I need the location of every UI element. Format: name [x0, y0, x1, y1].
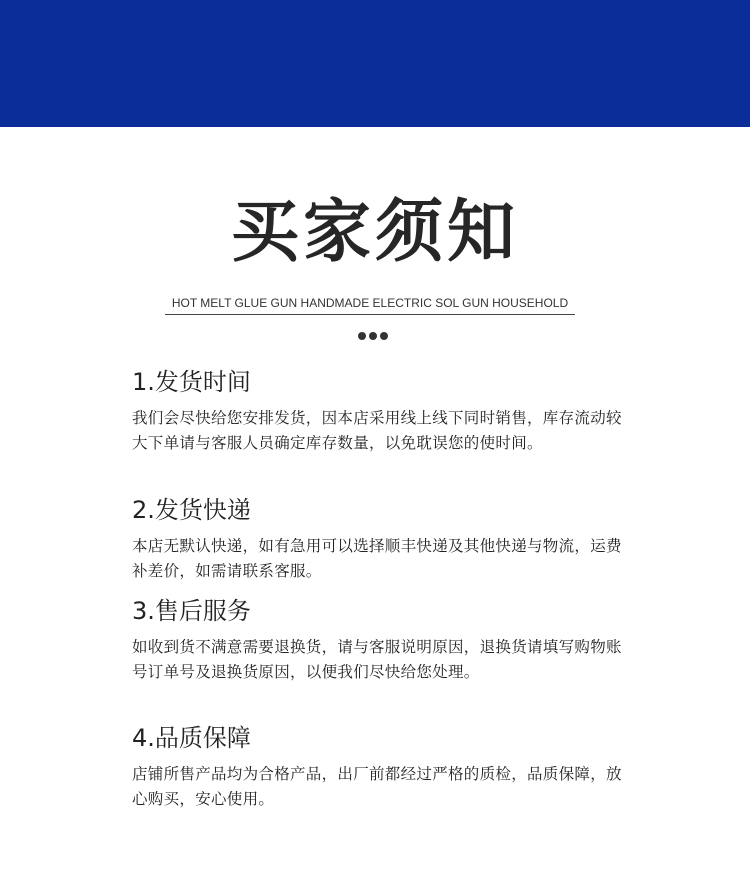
- dot-icon: [380, 332, 388, 340]
- top-banner: [0, 0, 750, 127]
- dot-icon: [358, 332, 366, 340]
- section-body: 如收到货不满意需要退换货，请与客服说明原因，退换货请填写购物账号订单号及退换货原因，以便我们尽快给您处理。: [132, 638, 622, 681]
- section-body: 本店无默认快递，如有急用可以选择顺丰快递及其他快递与物流，运费补差价，如需请联系客服。: [132, 537, 622, 580]
- dots-divider: [358, 332, 388, 340]
- section-shipping-time: [132, 366, 632, 456]
- section-heading: 1.发货时间: [132, 368, 251, 396]
- dot-icon: [369, 332, 377, 340]
- section-heading: 2.发货快递: [132, 496, 251, 524]
- subtitle: HOT MELT GLUE GUN HANDMADE ELECTRIC SOL GUN HOUSEHOLD: [165, 295, 575, 315]
- section-body: 店铺所售产品均为合格产品，出厂前都经过严格的质检，品质保障，放心购买，安心使用。: [132, 765, 622, 808]
- section-after-sales: [132, 595, 632, 685]
- section-quality: [132, 722, 632, 812]
- section-body: 我们会尽快给您安排发货，因本店采用线上线下同时销售，库存流动较大下单请与客服人员确定库存数量，以免耽误您的使时间。: [132, 409, 622, 452]
- section-heading: 3.售后服务: [132, 597, 251, 625]
- section-courier: [132, 494, 632, 584]
- page-title: 买家须知: [230, 193, 519, 272]
- section-heading: 4.品质保障: [132, 724, 251, 752]
